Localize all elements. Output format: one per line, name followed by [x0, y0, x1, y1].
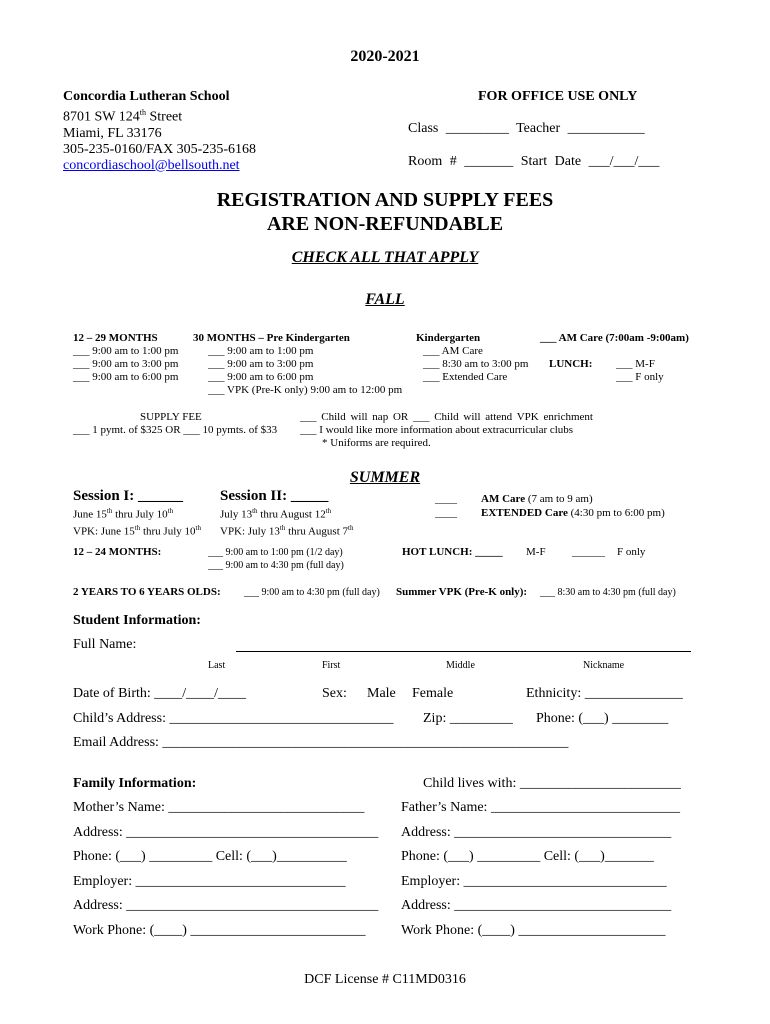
sex-label: Sex:: [322, 686, 347, 701]
fall-col1-title: 12 – 29 MONTHS: [73, 332, 158, 344]
summer-session1[interactable]: Session I: ______: [73, 488, 184, 504]
dob-field[interactable]: Date of Birth: ____/____/____: [73, 686, 247, 701]
mother-name-field[interactable]: Mother’s Name: ____________________________: [73, 800, 365, 815]
nap-option[interactable]: ___ Child will nap OR ___ Child will attend VPK enrichment: [300, 411, 593, 423]
hot-lunch[interactable]: HOT LUNCH: _____: [402, 546, 503, 558]
full-name-input[interactable]: [236, 637, 691, 652]
am-care-blank[interactable]: ____: [435, 493, 457, 505]
fall-lunch-label: LUNCH:: [549, 358, 593, 370]
summer-12-24-label: 12 – 24 MONTHS:: [73, 546, 162, 558]
mother-phone-field[interactable]: Phone: (___) _________ Cell: (___)__________: [73, 849, 347, 864]
fall-col3-opt[interactable]: ___ AM Care: [423, 345, 483, 357]
email-address-field[interactable]: Email Address: __________________________________________________________: [73, 735, 569, 750]
lunch-fonly-option[interactable]: ___ F only: [616, 371, 664, 383]
sub-middle: Middle: [446, 660, 475, 671]
mother-employer-address-field[interactable]: Address: ____________________________________: [73, 898, 379, 913]
fall-am-care[interactable]: ___ AM Care (7:00am -9:00am): [540, 332, 689, 344]
fall-col1-opt[interactable]: ___ 9:00 am to 1:00 pm: [73, 345, 179, 357]
fall-col-kindergarten: [416, 332, 528, 384]
student-info-title: Student Information:: [73, 613, 201, 628]
sex-male[interactable]: Male: [367, 686, 396, 701]
school-name: Concordia Lutheran School: [63, 89, 230, 104]
child-phone-field[interactable]: Phone: (___) ________: [536, 711, 669, 726]
lunch-mf-option[interactable]: ___ M-F: [616, 358, 655, 370]
father-employer-address-field[interactable]: Address: _______________________________: [401, 898, 672, 913]
fall-extras-block: [300, 411, 593, 450]
m12-half-day[interactable]: ___ 9:00 am to 1:00 pm (1/2 day): [208, 547, 343, 558]
hot-lunch-fonly: F only: [617, 546, 646, 558]
supply-fee-block: [73, 411, 277, 437]
fall-col2-opt[interactable]: ___ VPK (Pre-K only) 9:00 am to 12:00 pm: [208, 384, 403, 396]
child-address-field[interactable]: Child’s Address: ________________________________: [73, 711, 394, 726]
full-name-label: Full Name:: [73, 637, 137, 652]
m12-full-day[interactable]: ___ 9:00 am to 4:30 pm (full day): [208, 560, 344, 571]
uniforms-note: * Uniforms are required.: [322, 437, 431, 449]
mother-address-field[interactable]: Address: ____________________________________: [73, 825, 379, 840]
fall-col-prek: [192, 332, 402, 397]
fall-col3-opt[interactable]: ___ Extended Care: [423, 371, 508, 383]
ext-care-blank[interactable]: ____: [435, 507, 457, 519]
session2-dates: July 13th thru August 12th VPK: July 13th thru August 7th: [220, 507, 354, 538]
office-class-teacher: Class _________ Teacher ___________: [408, 121, 645, 136]
hot-lunch-mf: M-F: [526, 546, 546, 558]
sub-nickname: Nickname: [583, 660, 625, 671]
fall-col1-opt[interactable]: ___ 9:00 am to 3:00 pm: [73, 358, 179, 370]
fall-col2-title: 30 MONTHS – Pre Kindergarten: [193, 332, 350, 344]
fall-heading: FALL: [365, 291, 405, 308]
mother-work-phone-field[interactable]: Work Phone: (____) _________________________: [73, 923, 366, 938]
dcf-license-footer: DCF License # C11MD0316: [304, 972, 466, 987]
summer-care-labels: AM Care (7 am to 9 am) EXTENDED Care (4:30 pm to 6:00 pm): [481, 493, 665, 519]
summer-vpk-option[interactable]: ___ 8:30 am to 4:30 pm (full day): [540, 587, 676, 598]
session1-dates: June 15th thru July 10th VPK: June 15th thru July 10th: [73, 507, 201, 538]
sub-first: First: [322, 660, 341, 671]
father-work-phone-field[interactable]: Work Phone: (____) _____________________: [401, 923, 666, 938]
headline-line2: ARE NON-REFUNDABLE: [266, 213, 504, 235]
summer-session2[interactable]: Session II: _____: [220, 488, 329, 504]
fall-col2-opt[interactable]: ___ 9:00 am to 6:00 pm: [208, 371, 314, 383]
fall-col2-opt[interactable]: ___ 9:00 am to 1:00 pm: [208, 345, 314, 357]
summer-2-6-option[interactable]: ___ 9:00 am to 4:30 pm (full day): [244, 587, 380, 598]
summer-heading: SUMMER: [349, 469, 421, 486]
clubs-option[interactable]: ___ I would like more information about extracurricular clubs: [300, 424, 574, 436]
office-room-startdate: Room # _______ Start Date ___/___/___: [408, 154, 660, 169]
check-all-heading: CHECK ALL THAT APPLY: [291, 249, 479, 266]
father-address-field[interactable]: Address: _______________________________: [401, 825, 672, 840]
fall-col-12-29: [73, 332, 178, 384]
year-heading: 2020-2021: [350, 48, 420, 65]
family-info-title: Family Information:: [73, 776, 197, 791]
supply-fee-title: SUPPLY FEE: [140, 411, 202, 423]
summer-care-blanks: [435, 492, 457, 520]
sex-female[interactable]: Female: [412, 686, 454, 701]
office-use-title: FOR OFFICE USE ONLY: [478, 89, 638, 104]
fall-col3-opt[interactable]: ___ 8:30 am to 3:00 pm: [423, 358, 529, 370]
father-employer-field[interactable]: Employer: _____________________________: [401, 874, 667, 889]
hot-lunch-blank[interactable]: ______: [572, 546, 605, 558]
headline-line1: REGISTRATION AND SUPPLY FEES: [216, 189, 554, 211]
sub-last: Last: [208, 660, 226, 671]
fall-lunch-options: [616, 358, 664, 384]
school-street: 8701 SW 124th Street: [63, 108, 183, 125]
zip-field[interactable]: Zip: _________: [423, 711, 513, 726]
fall-col1-opt[interactable]: ___ 9:00 am to 6:00 pm: [73, 371, 179, 383]
school-email-link[interactable]: concordiaschool@bellsouth.net: [63, 157, 240, 173]
school-phone: 305-235-0160/FAX 305-235-6168: [63, 141, 257, 157]
school-city: Miami, FL 33176: [63, 125, 162, 141]
fees-headline: [0, 188, 770, 236]
child-lives-with-field[interactable]: Child lives with: _______________________: [423, 776, 681, 791]
summer-vpk-label: Summer VPK (Pre-K only):: [396, 586, 528, 598]
supply-fee-options[interactable]: ___ 1 pymt. of $325 OR ___ 10 pymts. of $33: [73, 424, 278, 436]
summer-12-24-options: [208, 546, 344, 572]
ethnicity-field[interactable]: Ethnicity: ______________: [526, 686, 683, 701]
father-name-field[interactable]: Father’s Name: ___________________________: [401, 800, 680, 815]
father-phone-field[interactable]: Phone: (___) _________ Cell: (___)_______: [401, 849, 654, 864]
school-address-block: [63, 89, 256, 174]
fall-col3-title: Kindergarten: [416, 332, 481, 344]
summer-2-6-label: 2 YEARS TO 6 YEARS OLDS:: [73, 586, 221, 598]
mother-employer-field[interactable]: Employer: ______________________________: [73, 874, 346, 889]
fall-col2-opt[interactable]: ___ 9:00 am to 3:00 pm: [208, 358, 314, 370]
